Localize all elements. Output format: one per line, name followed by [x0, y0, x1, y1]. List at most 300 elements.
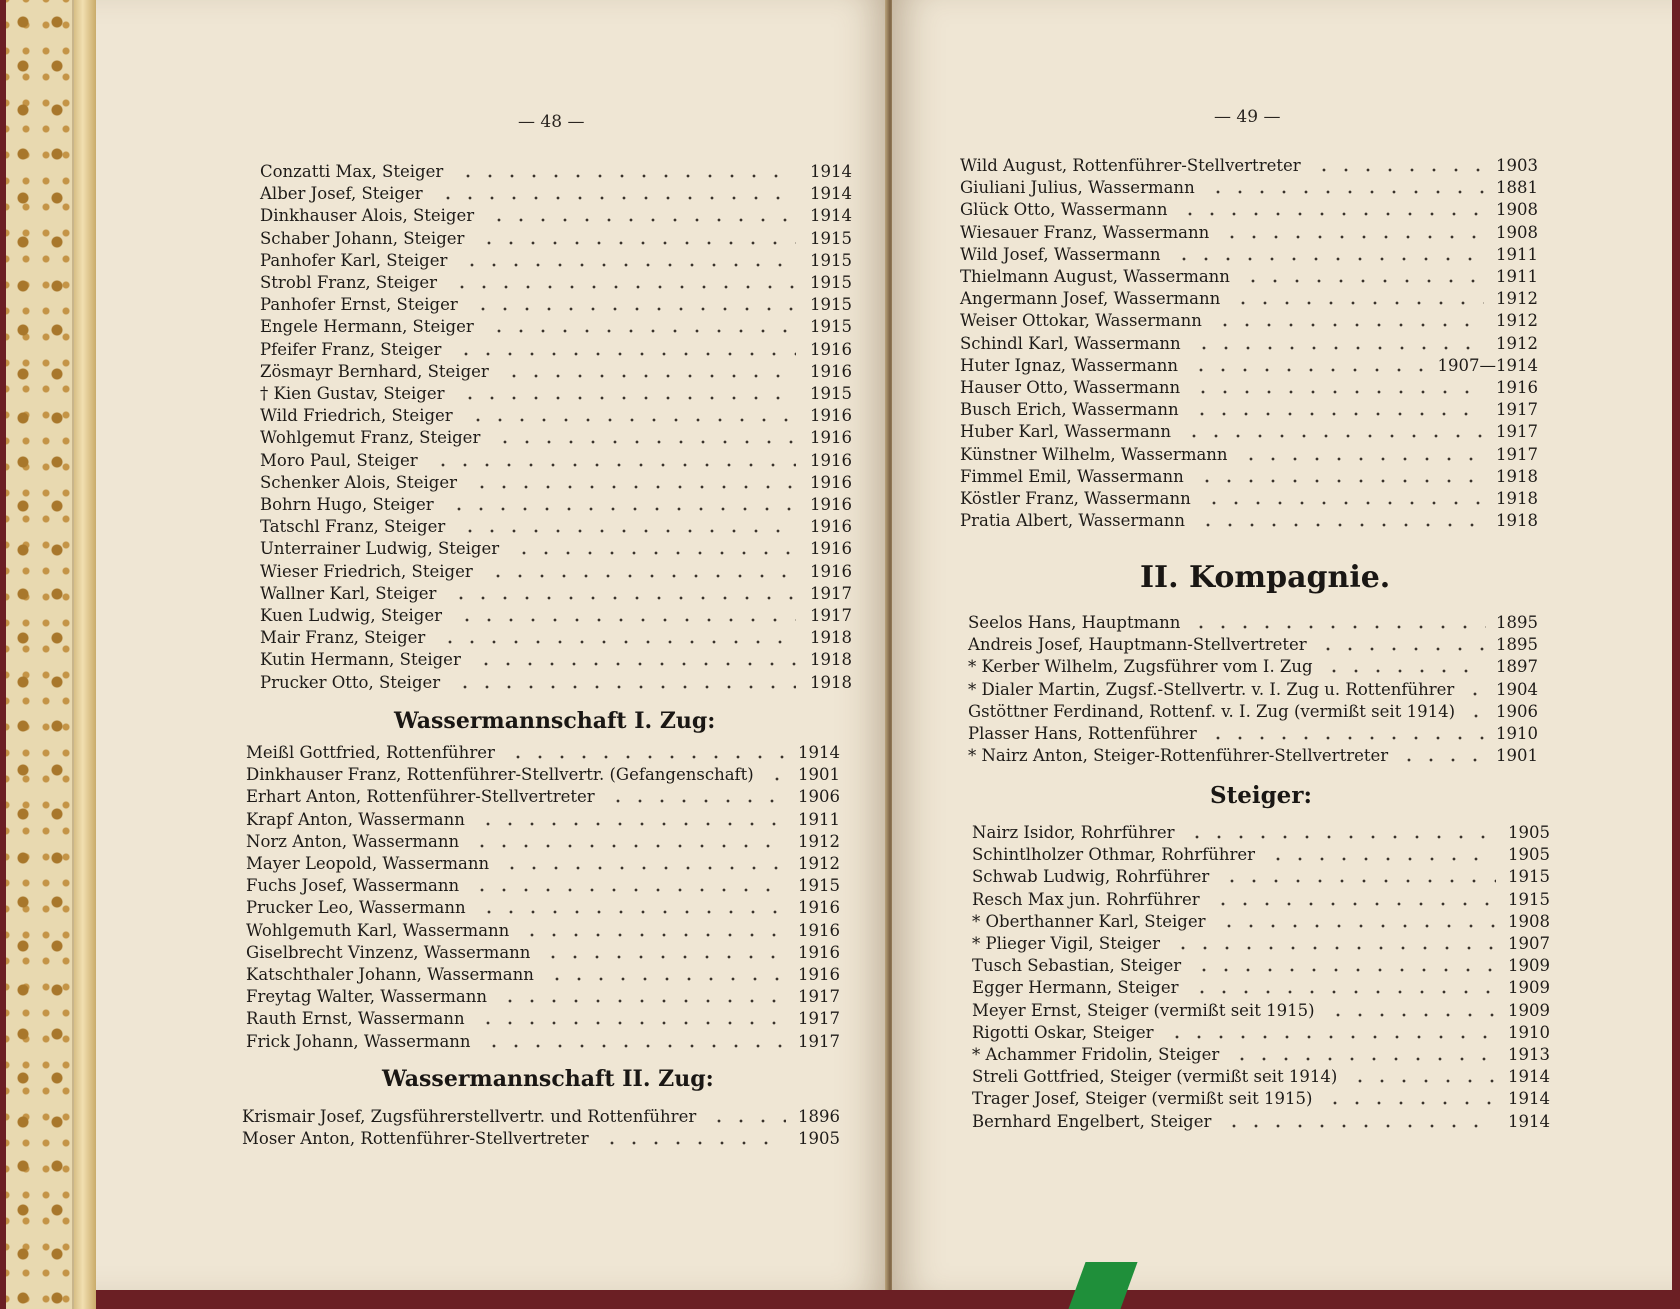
right-page	[892, 0, 1672, 1290]
dot-leader	[503, 361, 796, 383]
entry-name: Wild August, Rottenführer-Stellvertreter	[960, 156, 1301, 175]
dot-leader	[483, 1031, 786, 1053]
entry-year: 1910	[1496, 724, 1538, 743]
dot-leader	[1179, 199, 1484, 221]
entry-name: Meyer Ernst, Steiger (vermißt seit 1915)	[972, 1000, 1315, 1020]
list-item	[246, 986, 840, 1008]
dot-leader	[1242, 266, 1484, 288]
entry-year: 1916	[810, 495, 852, 514]
list-item	[972, 1000, 1550, 1022]
entry-name: Fuchs Josef, Wassermann	[246, 876, 460, 896]
list-item	[972, 1066, 1550, 1088]
list-item	[960, 199, 1538, 221]
entry-name: Busch Erich, Wassermann	[960, 400, 1179, 420]
entry-name: Bohrn Hugo, Steiger	[260, 495, 434, 514]
entry-year: 1907	[1508, 934, 1550, 953]
entry-name: Pratia Albert, Wassermann	[960, 511, 1186, 531]
dot-leader	[461, 250, 796, 272]
list-item	[968, 723, 1538, 745]
dot-leader	[1212, 889, 1496, 911]
list-item	[246, 786, 840, 808]
dot-leader	[1232, 288, 1484, 310]
list-item	[968, 656, 1538, 678]
dot-leader	[471, 831, 786, 853]
list-item	[246, 1008, 840, 1030]
entry-name: Plasser Hans, Rottenführer	[968, 724, 1197, 743]
entry-year: 1915	[810, 273, 852, 292]
dot-leader	[494, 427, 796, 449]
dot-leader	[456, 605, 796, 627]
entry-name: Schaber Johann, Steiger	[260, 228, 465, 248]
dot-leader	[477, 809, 786, 831]
entry-year: 1918	[1496, 489, 1538, 508]
dot-leader	[488, 316, 796, 338]
entry-name: Hauser Otto, Wassermann	[960, 378, 1181, 397]
list-item	[972, 1022, 1550, 1044]
dot-leader	[472, 294, 796, 316]
dot-leader	[1349, 1066, 1496, 1088]
entry-year: 1916	[798, 898, 840, 918]
entry-year: 1905	[1508, 823, 1550, 842]
dot-leader	[1190, 355, 1426, 377]
entry-name: Freytag Walter, Wassermann	[246, 987, 487, 1007]
section-heading-steiger: Steiger:	[1210, 782, 1312, 809]
entry-name: Wohlgemut Franz, Steiger	[260, 428, 481, 448]
entry-year: 1914	[810, 206, 852, 226]
list-item	[960, 333, 1538, 355]
list-item	[260, 183, 852, 205]
entry-name: Frick Johann, Wassermann	[246, 1031, 471, 1051]
entry-year: 1918	[1496, 466, 1538, 486]
dot-leader	[451, 272, 796, 294]
entry-name: * Nairz Anton, Steiger-Rottenführer-Stellvertreter	[968, 746, 1389, 766]
entry-year: 1918	[810, 672, 852, 692]
entry-name: Mair Franz, Steiger	[260, 628, 426, 648]
entry-name: Bernhard Engelbert, Steiger	[972, 1111, 1212, 1131]
dot-leader	[607, 786, 786, 808]
entry-year: 1915	[1508, 889, 1550, 909]
entry-year: 1917	[810, 606, 852, 625]
entry-year: 1914	[1508, 1111, 1550, 1131]
entry-year: 1912	[1496, 333, 1538, 353]
entry-name: Thielmann August, Wassermann	[960, 267, 1230, 286]
dot-leader	[457, 161, 796, 183]
entry-year: 1907—1914	[1437, 355, 1538, 375]
dot-leader	[766, 764, 786, 786]
entry-year: 1908	[1496, 200, 1538, 220]
list-item	[246, 831, 840, 853]
list-item	[246, 942, 840, 964]
entry-year: 1895	[1496, 635, 1538, 655]
entry-name: Schintlholzer Othmar, Rohrführer	[972, 845, 1256, 865]
list-item	[246, 853, 840, 875]
entry-year: 1910	[1508, 1022, 1550, 1042]
list-item	[960, 355, 1538, 377]
dot-leader	[1221, 866, 1496, 888]
entry-year: 1913	[1508, 1045, 1550, 1064]
entry-name: Wallner Karl, Steiger	[260, 583, 437, 603]
section-heading-kompagnie: II. Kompagnie.	[1140, 560, 1391, 595]
list-item	[260, 538, 852, 560]
dot-leader	[601, 1128, 786, 1150]
dot-leader	[1191, 977, 1496, 999]
entry-year: 1896	[798, 1107, 840, 1126]
entry-year: 1916	[810, 539, 852, 559]
dot-leader	[513, 538, 796, 560]
dot-leader	[1231, 1044, 1496, 1066]
entry-year: 1908	[1496, 222, 1538, 242]
list-item	[960, 310, 1538, 332]
dot-leader	[1398, 745, 1486, 767]
dot-leader	[1218, 911, 1497, 933]
list-item	[242, 1128, 840, 1150]
entry-name: Gstöttner Ferdinand, Rottenf. v. I. Zug (vermißt seit 1914)	[968, 701, 1455, 721]
entry-year: 1911	[798, 809, 840, 829]
entry-year: 1916	[810, 472, 852, 492]
section-heading-zug1: Wassermannschaft I. Zug:	[394, 708, 716, 734]
entry-year: 1917	[1496, 444, 1538, 464]
entry-name: * Kerber Wilhelm, Zugsführer vom I. Zug	[968, 657, 1313, 677]
entry-name: Giselbrecht Vinzenz, Wassermann	[246, 942, 531, 962]
list-item	[260, 250, 852, 272]
list-item	[972, 977, 1550, 999]
entry-name: Erhart Anton, Rottenführer-Stellvertreter	[246, 787, 595, 807]
entry-name: Meißl Gottfried, Rottenführer	[246, 743, 495, 762]
list-item	[260, 294, 852, 316]
list-item	[246, 920, 840, 942]
list-item	[260, 205, 852, 227]
dot-leader	[432, 450, 796, 472]
dot-leader	[546, 964, 786, 986]
entry-name: Wieser Friedrich, Steiger	[260, 561, 473, 581]
entry-name: Tusch Sebastian, Steiger	[972, 956, 1182, 976]
entry-name: * Plieger Vigil, Steiger	[972, 934, 1161, 953]
list-item	[960, 399, 1538, 421]
list-item	[260, 450, 852, 472]
dot-leader	[1190, 612, 1486, 634]
entry-year: 1915	[1508, 867, 1550, 887]
list-item	[260, 672, 852, 694]
entry-year: 1911	[1496, 267, 1538, 286]
entry-name: Resch Max jun. Rohrführer	[972, 889, 1200, 909]
dot-leader	[475, 649, 796, 671]
list-item	[960, 177, 1538, 199]
entry-year: 1916	[810, 361, 852, 381]
entry-year: 1917	[1496, 422, 1538, 442]
dot-leader	[478, 897, 786, 919]
dot-leader	[439, 627, 796, 649]
entry-year: 1905	[798, 1129, 840, 1149]
entry-year: 1912	[1496, 289, 1538, 309]
section-heading-zug2: Wassermannschaft II. Zug:	[382, 1066, 714, 1092]
page-number-49: — 49 —	[1214, 107, 1281, 127]
list-item	[246, 964, 840, 986]
entry-year: 1909	[1508, 978, 1550, 998]
entry-year: 1917	[1496, 400, 1538, 420]
list-item	[260, 383, 852, 405]
entry-name: Nairz Isidor, Rohrführer	[972, 823, 1175, 842]
dot-leader	[1193, 955, 1496, 977]
list-item	[246, 809, 840, 831]
entry-name: Norz Anton, Wassermann	[246, 831, 460, 851]
dot-leader	[459, 383, 796, 405]
entry-name: Dinkhauser Franz, Rottenführer-Stellvertr. (Gefangenschaft)	[246, 765, 754, 785]
entry-year: 1917	[798, 987, 840, 1007]
entry-year: 1905	[1508, 845, 1550, 865]
entry-name: Prucker Leo, Wassermann	[246, 898, 466, 918]
entry-name: * Achammer Fridolin, Steiger	[972, 1045, 1220, 1064]
entry-name: Rigotti Oskar, Steiger	[972, 1022, 1154, 1042]
entry-name: Engele Hermann, Steiger	[260, 317, 474, 337]
list-item	[260, 494, 852, 516]
list-item	[968, 679, 1538, 701]
dot-leader	[1186, 822, 1496, 844]
list-item	[960, 155, 1538, 177]
entry-year: 1916	[810, 406, 852, 426]
entry-year: 1904	[1496, 679, 1538, 699]
dot-leader	[1324, 1088, 1496, 1110]
entry-year: 1912	[798, 854, 840, 873]
gilt-page-edge	[74, 0, 96, 1309]
list-item	[960, 444, 1538, 466]
dot-leader	[1193, 333, 1484, 355]
entry-year: 1916	[798, 920, 840, 940]
entry-name: Krapf Anton, Wassermann	[246, 809, 465, 829]
dot-leader	[1191, 399, 1484, 421]
dot-leader	[1173, 244, 1484, 266]
dot-leader	[1240, 444, 1484, 466]
entry-year: 1916	[810, 339, 852, 359]
list-item	[246, 875, 840, 897]
list-item	[972, 1111, 1550, 1133]
entry-name: † Kien Gustav, Steiger	[260, 384, 445, 403]
entry-name: Krismair Josef, Zugsführerstellvertr. und Rottenführer	[242, 1107, 697, 1126]
dot-leader	[1183, 421, 1484, 443]
list-item	[260, 472, 852, 494]
entry-name: Unterrainer Ludwig, Steiger	[260, 539, 500, 559]
entry-year: 1915	[810, 250, 852, 270]
list-item	[246, 897, 840, 919]
entry-year: 1915	[810, 228, 852, 248]
entry-name: Weiser Ottokar, Wassermann	[960, 311, 1202, 331]
entry-name: Streli Gottfried, Steiger (vermißt seit 1914)	[972, 1067, 1338, 1087]
list-item	[972, 955, 1550, 977]
entry-year: 1916	[1496, 378, 1538, 397]
entry-name: Wild Josef, Wassermann	[960, 244, 1161, 264]
dot-leader	[471, 472, 796, 494]
dot-leader	[1207, 177, 1484, 199]
dot-leader	[1166, 1022, 1496, 1044]
entry-year: 1914	[810, 184, 852, 204]
dot-leader	[1323, 656, 1486, 678]
entry-name: Wohlgemuth Karl, Wassermann	[246, 920, 510, 940]
entry-year: 1918	[810, 650, 852, 670]
list-item	[968, 612, 1538, 634]
entry-name: Tatschl Franz, Steiger	[260, 517, 446, 537]
list-item	[260, 272, 852, 294]
entry-year: 1909	[1508, 956, 1550, 976]
list-item	[260, 649, 852, 671]
list-item	[960, 510, 1538, 532]
entry-name: Moro Paul, Steiger	[260, 450, 418, 470]
entry-name: Prucker Otto, Steiger	[260, 672, 441, 692]
entry-name: Panhofer Karl, Steiger	[260, 250, 448, 270]
entry-year: 1906	[1496, 701, 1538, 721]
entry-name: Mayer Leopold, Wassermann	[246, 854, 490, 873]
dot-leader	[477, 1008, 786, 1030]
list-item	[260, 561, 852, 583]
entry-year: 1906	[798, 787, 840, 807]
list-item	[968, 634, 1538, 656]
dot-leader	[478, 228, 796, 250]
dot-leader	[1327, 1000, 1496, 1022]
entry-year: 1917	[798, 1031, 840, 1051]
list-item	[972, 844, 1550, 866]
entry-year: 1916	[798, 965, 840, 984]
entry-name: Wiesauer Franz, Wassermann	[960, 222, 1210, 242]
entry-name: Glück Otto, Wassermann	[960, 200, 1168, 220]
list-item	[260, 516, 852, 538]
left-page	[96, 0, 888, 1290]
dot-leader	[708, 1106, 786, 1128]
entry-name: Schindl Karl, Wassermann	[960, 333, 1181, 353]
entry-name: Kuen Ludwig, Steiger	[260, 606, 443, 625]
entry-name: Andreis Josef, Hauptmann-Stellvertreter	[968, 635, 1307, 655]
entry-name: Seelos Hans, Hauptmann	[968, 613, 1181, 632]
entry-name: Wild Friedrich, Steiger	[260, 406, 453, 426]
list-item	[968, 701, 1538, 723]
dot-leader	[454, 672, 796, 694]
entry-name: Egger Hermann, Steiger	[972, 978, 1179, 998]
list-item	[972, 933, 1550, 955]
list-item	[260, 605, 852, 627]
dot-leader	[1196, 466, 1484, 488]
entry-year: 1916	[798, 942, 840, 962]
dot-leader	[1267, 844, 1496, 866]
entry-year: 1918	[1496, 511, 1538, 531]
floral-endpaper-border	[6, 0, 74, 1309]
list-item	[960, 222, 1538, 244]
entry-name: Conzatti Max, Steiger	[260, 162, 444, 181]
dot-leader	[1192, 377, 1484, 399]
entry-year: 1918	[810, 628, 852, 648]
dot-leader	[542, 942, 786, 964]
dot-leader	[1172, 933, 1496, 955]
list-item	[960, 266, 1538, 288]
list-item	[972, 866, 1550, 888]
list-item	[260, 339, 852, 361]
entry-year: 1895	[1496, 613, 1538, 632]
page-number-48: — 48 —	[518, 112, 585, 132]
dot-leader	[471, 875, 786, 897]
dot-leader	[437, 183, 796, 205]
dot-leader	[1465, 701, 1486, 723]
entry-name: Schwab Ludwig, Rohrführer	[972, 867, 1210, 887]
entry-name: * Dialer Martin, Zugsf.-Stellvertr. v. I. Zug u. Rottenführer	[968, 679, 1455, 699]
entry-year: 1914	[798, 743, 840, 762]
entry-name: Moser Anton, Rottenführer-Stellvertreter	[242, 1129, 589, 1149]
dot-leader	[487, 561, 796, 583]
dot-leader	[499, 986, 786, 1008]
entry-year: 1915	[810, 295, 852, 315]
list-item	[972, 889, 1550, 911]
entry-year: 1917	[810, 583, 852, 603]
entry-year: 1916	[810, 561, 852, 581]
list-item	[960, 377, 1538, 399]
list-item	[960, 244, 1538, 266]
list-item	[260, 228, 852, 250]
entry-year: 1908	[1508, 911, 1550, 931]
list-item	[260, 583, 852, 605]
entry-year: 1901	[1496, 746, 1538, 766]
entry-name: Pfeifer Franz, Steiger	[260, 339, 442, 359]
entry-year: 1914	[1508, 1067, 1550, 1087]
list-item	[960, 488, 1538, 510]
entry-year: 1881	[1496, 178, 1538, 198]
entry-year: 1903	[1496, 156, 1538, 175]
entry-year: 1916	[810, 450, 852, 470]
list-item	[242, 1106, 840, 1128]
list-item	[246, 742, 840, 764]
entry-name: Alber Josef, Steiger	[260, 184, 423, 204]
entry-year: 1914	[1508, 1089, 1550, 1109]
entry-year: 1915	[810, 384, 852, 403]
entry-name: Rauth Ernst, Wassermann	[246, 1009, 465, 1029]
entry-year: 1901	[798, 765, 840, 785]
dot-leader	[455, 339, 796, 361]
entry-year: 1897	[1496, 657, 1538, 677]
entry-name: Zösmayr Bernhard, Steiger	[260, 361, 489, 381]
entry-name: Angermann Josef, Wassermann	[960, 289, 1221, 309]
dot-leader	[1464, 679, 1486, 701]
list-item	[972, 1088, 1550, 1110]
list-item	[960, 466, 1538, 488]
dot-leader	[507, 742, 786, 764]
entry-name: Dinkhauser Alois, Steiger	[260, 206, 475, 226]
list-item	[260, 361, 852, 383]
list-item	[260, 627, 852, 649]
dot-leader	[488, 205, 796, 227]
entry-name: Huter Ignaz, Wassermann	[960, 355, 1178, 375]
dot-leader	[448, 494, 796, 516]
entry-name: Giuliani Julius, Wassermann	[960, 178, 1195, 198]
list-item	[260, 161, 852, 183]
entry-year: 1916	[810, 517, 852, 537]
dot-leader	[1214, 310, 1484, 332]
dot-leader	[1197, 510, 1484, 532]
dot-leader	[1207, 723, 1486, 745]
entry-name: Köstler Franz, Wassermann	[960, 489, 1191, 508]
list-item	[972, 911, 1550, 933]
entry-year: 1916	[810, 428, 852, 448]
entry-name: Künstner Wilhelm, Wassermann	[960, 444, 1228, 464]
dot-leader	[1313, 155, 1484, 177]
list-item	[246, 1031, 840, 1053]
dot-leader	[1223, 1111, 1496, 1133]
dot-leader	[1221, 222, 1484, 244]
entry-name: Huber Karl, Wassermann	[960, 422, 1171, 442]
list-item	[260, 316, 852, 338]
entry-name: Panhofer Ernst, Steiger	[260, 295, 458, 315]
entry-name: Kutin Hermann, Steiger	[260, 650, 461, 670]
dot-leader	[521, 920, 786, 942]
dot-leader	[1317, 634, 1486, 656]
entry-name: Trager Josef, Steiger (vermißt seit 1915)	[972, 1089, 1313, 1109]
list-item	[960, 288, 1538, 310]
list-item	[960, 421, 1538, 443]
list-item	[972, 1044, 1550, 1066]
dot-leader	[467, 405, 796, 427]
